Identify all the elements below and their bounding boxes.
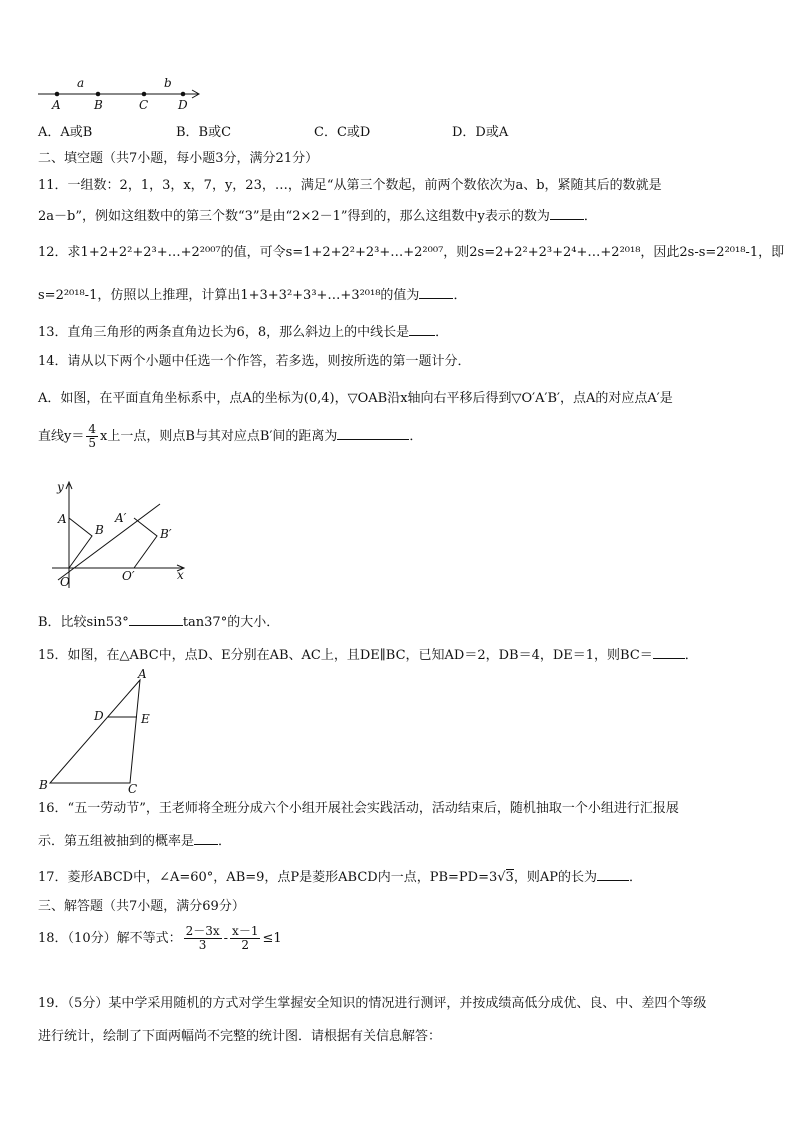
fig14-label-o: O [60, 575, 70, 589]
q12-end: ． [453, 288, 467, 303]
triangle-o1a1b1 [134, 518, 157, 568]
q11-line-2 [38, 207, 597, 226]
q19-line-2: 进行统计，绘制了下面两幅尚不完整的统计图．请根据有关信息解答： [38, 1029, 442, 1044]
q18-fraction-1-denominator: 3 [198, 938, 207, 952]
q14-b-line [38, 613, 279, 632]
fig14-label-b1: B′ [160, 527, 172, 541]
fraction-numerator: 4 [88, 422, 96, 436]
fraction-denominator: 5 [88, 436, 96, 450]
label-B: B [94, 98, 103, 112]
q11-line-2-text: 2a－b”，例如这组数中的第三个数“3”是由“2×2－1”得到的，那么这组数中y表示的数为 [38, 209, 550, 224]
number-line-figure [36, 76, 206, 112]
fig15-label-d: D [94, 709, 104, 723]
sqrt-radicand: 3 [505, 870, 514, 885]
q10-option-c: C．C或D [314, 125, 371, 140]
q17-post: ，则AP的长为 [513, 870, 597, 885]
q10-option-a: A．A或B [38, 125, 93, 140]
q14-a-line-2-post: x上一点，则点B与其对应点B′间的距离为 [100, 429, 338, 444]
sqrt-symbol: √ [497, 870, 506, 885]
point-b-dot [96, 92, 101, 97]
q14-a-end: ． [409, 429, 423, 444]
q14-a-line-2 [38, 422, 422, 452]
line-y-four-fifths-x [58, 504, 160, 580]
q16-answer-blank [194, 832, 218, 845]
triangle-abc [50, 680, 140, 783]
q16-line-1: 16．“五一劳动节”，王老师将全班分成六个小组开展社会实践活动，活动结束后，随机抽取一个小组进行汇报展 [38, 801, 679, 816]
q11-end: ． [583, 209, 597, 224]
q12-line-2-text: s=2²⁰¹⁸-1，仿照以上推理，计算出1+3+3²+3³+…+3²⁰¹⁸的值为 [38, 288, 420, 303]
q18-fraction-1 [184, 925, 222, 952]
q15-answer-blank [653, 646, 685, 659]
q11-answer-blank [550, 207, 584, 220]
fig14-label-b: B [95, 523, 104, 537]
label-D: D [178, 98, 188, 112]
fig15-label-a: A [138, 667, 147, 681]
fraction-four-fifths [86, 423, 98, 450]
fig15-label-c: C [128, 782, 138, 795]
label-C: C [139, 98, 149, 112]
point-a-dot [55, 92, 60, 97]
q19-line-1: 19．（5分）某中学采用随机的方式对学生掌握安全知识的情况进行测评，并按成绩高低分成优、良、中、差四个等级 [38, 996, 707, 1011]
label-b-lower: b [164, 76, 172, 90]
q15-triangle-figure [34, 665, 164, 795]
q17 [38, 868, 642, 887]
point-d-dot [181, 92, 186, 97]
q18-pre: 18．（10分）解不等式： [38, 931, 182, 946]
q16-line-2 [38, 832, 231, 851]
fig14-label-a1: A′ [115, 511, 127, 525]
fig14-label-a: A [58, 512, 67, 526]
q15 [38, 646, 698, 665]
q14-b-post: tan37°的大小． [182, 615, 280, 630]
fig15-label-e: E [141, 712, 150, 726]
q18-fraction-2-denominator: 2 [241, 938, 250, 952]
q16-line-2-text: 示．第五组被抽到的概率是 [38, 834, 195, 849]
q13-end: ． [435, 325, 449, 340]
q14-b-pre: B．比较sin53° [38, 615, 129, 630]
q14-coordinate-figure [44, 478, 194, 590]
q10-option-d: D．D或A [452, 125, 509, 140]
q13-answer-blank [409, 323, 435, 336]
q14-a-line-2-pre: 直线y＝ [38, 429, 85, 444]
point-c-dot [142, 92, 147, 97]
axis-label-y: y [57, 480, 64, 494]
q17-end: ． [628, 870, 642, 885]
q12-line-2 [38, 286, 466, 305]
fig15-label-b: B [39, 778, 48, 792]
label-A: A [52, 98, 61, 112]
q18-minus: - [223, 931, 229, 946]
q18 [38, 922, 282, 956]
section-2-heading: 二、填空题（共7小题，每小题3分，满分21分） [38, 151, 319, 166]
fig14-label-o1: O′ [122, 569, 135, 583]
q18-fraction-2 [230, 925, 260, 952]
q15-end: ． [684, 648, 698, 663]
q10-option-b: B．B或C [176, 125, 232, 140]
q18-fraction-2-numerator: x－1 [232, 924, 259, 938]
q12-answer-blank [419, 286, 453, 299]
label-a-lower: a [77, 76, 85, 90]
q14-b-answer-blank [129, 613, 183, 626]
q12-line-1: 12．求1+2+2²+2³+…+2²⁰⁰⁷的值，可令s=1+2+2²+2³+…+2²⁰⁰⁷，则2s=2+2²+2³+2⁴+…+2²⁰¹⁸，因此2s-s=2²⁰¹⁸-1，即 [38, 245, 785, 260]
q13 [38, 323, 448, 342]
q11-line-1: 11．一组数：2，1，3，x，7，y，23，…，满足“从第三个数起，前两个数依次为a、b，紧随其后的数就是 [38, 178, 662, 193]
q14-a-line-1: A．如图，在平面直角坐标系中，点A的坐标为(0,4)，▽OAB沿x轴向右平移后得到▽O′A′B′，点A的对应点A′是 [38, 391, 673, 406]
q18-fraction-1-numerator: 2－3x [185, 924, 220, 938]
q18-post: ≤1 [262, 931, 282, 946]
axis-label-x: x [177, 568, 184, 582]
q13-text: 13．直角三角形的两条直角边长为6，8，那么斜边上的中线长是 [38, 325, 410, 340]
section-3-heading: 三、解答题（共7小题，满分69分） [38, 899, 245, 914]
q17-pre: 17．菱形ABCD中，∠A=60°，AB=9，点P是菱形ABCD内一点，PB=PD=3 [38, 870, 498, 885]
q14-a-answer-blank [337, 427, 409, 440]
q16-end: ． [218, 834, 232, 849]
q15-text: 15．如图，在△ABC中，点D、E分别在AB、AC上，且DE∥BC，已知AD＝2，DB＝4，DE＝1，则BC＝ [38, 648, 653, 663]
q17-answer-blank [597, 868, 629, 881]
triangle-oab [69, 518, 92, 568]
q14-intro: 14．请从以下两个小题中任选一个作答，若多选，则按所选的第一题计分． [38, 354, 471, 369]
